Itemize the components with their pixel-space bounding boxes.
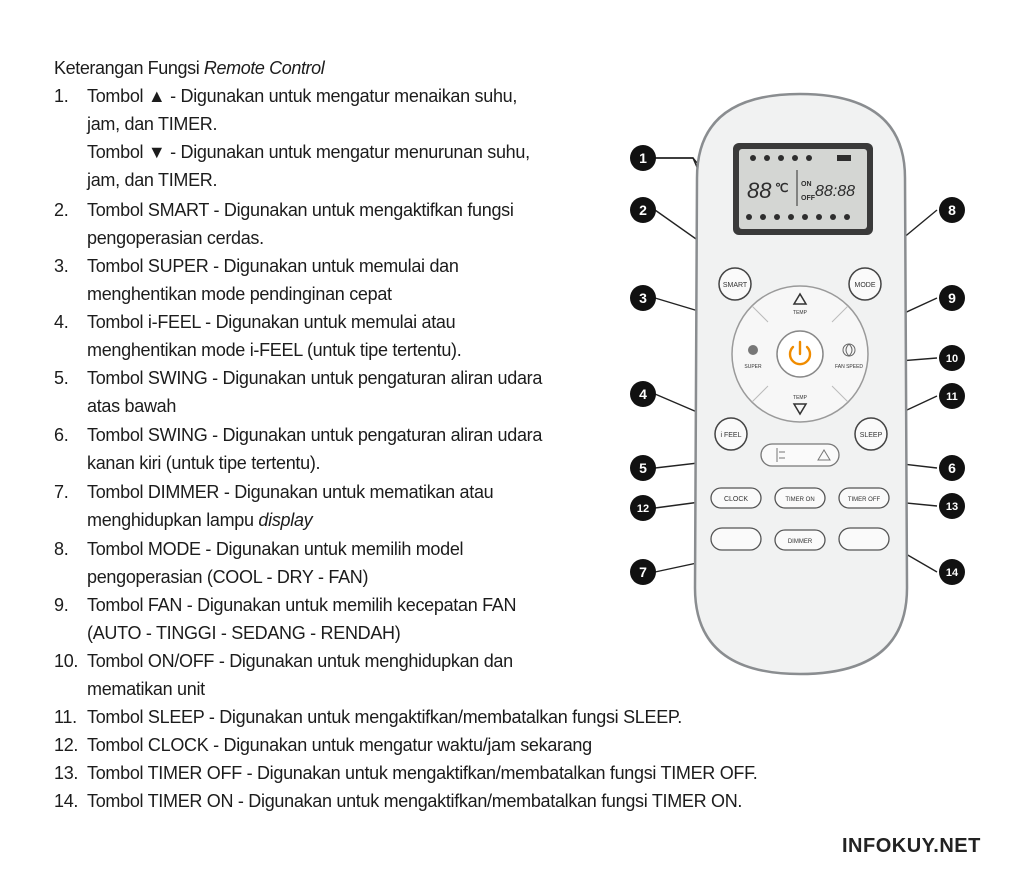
item-text: Tombol ▲ - Digunakan untuk mengatur menaikan suhu,: [87, 86, 518, 106]
item-number: 4.: [54, 312, 69, 332]
item-text: Tombol SLEEP - Digunakan untuk mengaktifkan/membatalkan fungsi SLEEP.: [87, 707, 682, 727]
item-text: Tombol SMART - Digunakan untuk mengaktifkan fungsi: [87, 200, 514, 220]
lcd-temp-unit: ℃: [775, 181, 789, 195]
callout-9: [939, 285, 965, 311]
callout-5: [630, 455, 656, 481]
callout-11: [939, 383, 965, 409]
item-number: 7.: [54, 482, 69, 502]
item-number: 10.: [54, 651, 79, 671]
smart-label: SMART: [722, 282, 748, 289]
item-text: kanan kiri (untuk tipe tertentu).: [87, 453, 321, 473]
item-text: menghentikan mode i-FEEL (untuk tipe tertentu).: [87, 340, 462, 360]
callout-2: [630, 197, 656, 223]
clock-label: CLOCK: [723, 496, 749, 503]
item-number: 9.: [54, 595, 69, 615]
item-text: (AUTO - TINGGI - SEDANG - RENDAH): [87, 623, 401, 643]
title-prefix: Keterangan Fungsi: [54, 58, 204, 78]
item-text: pengoperasian (COOL - DRY - FAN): [87, 567, 369, 587]
callout-4: [630, 381, 656, 407]
svg-text:9: 9: [948, 290, 956, 306]
item-text: pengoperasian cerdas.: [87, 228, 264, 248]
item-text: Tombol MODE - Digunakan untuk memilih model: [87, 539, 464, 559]
callout-6: [939, 455, 965, 481]
svg-text:7: 7: [639, 564, 647, 580]
temp-down-label: TEMP: [793, 395, 807, 401]
item-subtext: jam, dan TIMER.: [87, 170, 218, 190]
super-icon[interactable]: [748, 345, 758, 355]
callout-7: [630, 559, 656, 585]
ifeel-label: i FEEL: [720, 432, 742, 439]
item-text: atas bawah: [87, 396, 177, 416]
callout-10: [939, 345, 965, 371]
lcd-temperature: 88: [747, 178, 772, 203]
lcd-off-label: OFF: [801, 195, 815, 202]
item-subtext: Tombol ▼ - Digunakan untuk mengatur menurunan suhu,: [87, 142, 530, 162]
item-text: Tombol CLOCK - Digunakan untuk mengatur waktu/jam sekarang: [87, 735, 592, 755]
svg-text:3: 3: [639, 290, 647, 306]
item-text: Tombol SWING - Digunakan untuk pengaturan aliran udara: [87, 425, 543, 445]
item-text: Tombol FAN - Digunakan untuk memilih kecepatan FAN: [87, 595, 517, 615]
item-text: Tombol DIMMER - Digunakan untuk mematikan atau: [87, 482, 494, 502]
svg-text:4: 4: [639, 386, 647, 402]
item-text: Tombol TIMER ON - Digunakan untuk mengaktifkan/membatalkan fungsi TIMER ON.: [87, 791, 743, 811]
item-number: 5.: [54, 368, 69, 388]
item-text: mematikan unit: [87, 679, 205, 699]
item-number: 13.: [54, 763, 79, 783]
item-text: jam, dan TIMER.: [87, 114, 218, 134]
blank-button-right[interactable]: [839, 528, 889, 550]
svg-text:14: 14: [945, 567, 959, 579]
svg-text:12: 12: [636, 503, 650, 515]
svg-text:11: 11: [946, 391, 958, 403]
super-label: SUPER: [744, 364, 762, 370]
callout-14: [939, 559, 965, 585]
lcd-time: 88:88: [815, 183, 856, 200]
title-emphasis: Remote Control: [203, 58, 325, 78]
fan-label: FAN SPEED: [834, 364, 864, 370]
temp-up-label: TEMP: [793, 310, 807, 316]
svg-text:6: 6: [948, 460, 956, 476]
item-text: menghentikan mode pendinginan cepat: [87, 284, 392, 304]
item-number: 14.: [54, 791, 79, 811]
callout-1: [630, 145, 656, 171]
dimmer-label: DIMMER: [787, 539, 813, 545]
svg-text:1: 1: [639, 150, 647, 166]
svg-text:5: 5: [639, 460, 647, 476]
timer-on-label: TIMER ON: [785, 497, 815, 503]
lcd-on-label: ON: [801, 181, 812, 188]
site-watermark: INFOKUY.NET: [842, 835, 981, 857]
callout-8: [939, 197, 965, 223]
callout-3: [630, 285, 656, 311]
svg-text:10: 10: [945, 353, 959, 365]
item-number: 11.: [54, 707, 77, 727]
callout-13: [939, 493, 965, 519]
svg-text:8: 8: [948, 202, 956, 218]
item-number: 3.: [54, 256, 69, 276]
callout-12: [630, 495, 656, 521]
svg-text:13: 13: [945, 501, 959, 513]
item-text: Tombol ON/OFF - Digunakan untuk menghidupkan dan: [87, 651, 513, 671]
blank-button-left[interactable]: [711, 528, 761, 550]
item-text: Tombol TIMER OFF - Digunakan untuk mengaktifkan/membatalkan fungsi TIMER OFF.: [87, 763, 758, 783]
mode-label: MODE: [854, 282, 876, 289]
item-number: 2.: [54, 200, 69, 220]
timer-off-label: TIMER OFF: [847, 497, 881, 503]
sleep-label: SLEEP: [859, 432, 883, 439]
item-number: 12.: [54, 735, 79, 755]
item-text: menghidupkan lampu: [87, 510, 259, 530]
item-emphasis: display: [258, 510, 313, 530]
item-number: 6.: [54, 425, 69, 445]
remote-control-illustration: [615, 88, 995, 678]
item-text: Tombol SWING - Digunakan untuk pengaturan aliran udara: [87, 368, 543, 388]
item-text: Tombol SUPER - Digunakan untuk memulai dan: [87, 256, 459, 276]
item-text: Tombol i-FEEL - Digunakan untuk memulai atau: [87, 312, 456, 332]
svg-text:2: 2: [639, 202, 647, 218]
item-number: 8.: [54, 539, 69, 559]
item-number: 1.: [54, 86, 69, 106]
document-title: [54, 58, 324, 79]
